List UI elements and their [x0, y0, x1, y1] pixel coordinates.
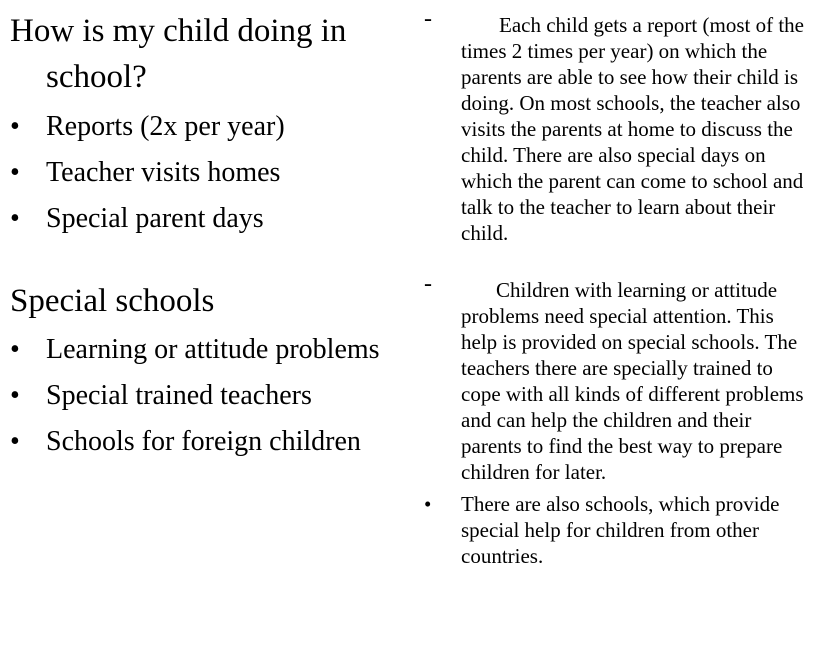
- note-paragraph-reports: [424, 6, 809, 246]
- bullet-icon: •: [10, 426, 20, 457]
- bullet-icon: •: [10, 157, 20, 188]
- right-column-notes: [424, 6, 809, 569]
- list-item: [10, 423, 410, 461]
- list-item: [10, 154, 410, 192]
- dash-marker: -: [424, 271, 432, 297]
- section-special-schools: [10, 279, 410, 461]
- bullet-icon: •: [10, 334, 20, 365]
- list-item-label: Reports (2x per year): [46, 111, 285, 142]
- bullet-list-school-progress: [10, 108, 410, 238]
- list-item: [10, 331, 410, 369]
- list-item: [10, 200, 410, 238]
- list-item-label: Schools for foreign children: [46, 426, 361, 457]
- bullet-icon: •: [10, 380, 20, 411]
- bullet-list-special-schools: [10, 331, 410, 461]
- list-item-label: Learning or attitude problems: [46, 334, 380, 365]
- dash-marker: -: [424, 6, 432, 32]
- bullet-icon: •: [10, 203, 20, 234]
- list-item: [10, 377, 410, 415]
- list-item: [10, 108, 410, 146]
- note-text-content: Each child gets a report (most of the times 2 times per year) on which the parents are able to see how their child is doing. On most schools, the teacher also visits the parents at home to discuss the child. There are also special days on which the parent can come to school and talk to the teacher to learn about their child.: [461, 13, 804, 245]
- list-item-label: Special parent days: [46, 203, 264, 234]
- note-text: [461, 277, 809, 485]
- bullet-icon: •: [424, 492, 432, 516]
- note-text-content: Children with learning or attitude problems need special attention. This help is provided on special schools. The teachers there are specially trained to cope with all kinds of different problems and can help the children and their parents to find the best way to prepare children for later.: [461, 278, 804, 484]
- note-text: [461, 12, 809, 246]
- list-item-label: Teacher visits homes: [46, 157, 281, 188]
- section-heading-school-progress: How is my child doing in school?: [10, 13, 347, 95]
- section-school-progress: [10, 8, 410, 238]
- section-heading-special-schools: Special schools: [10, 283, 215, 319]
- note-text-content: There are also schools, which provide special help for children from other countries.: [461, 492, 780, 568]
- left-column: [10, 8, 410, 461]
- note-text: [461, 491, 809, 569]
- bullet-icon: •: [10, 111, 20, 142]
- list-item-label: Special trained teachers: [46, 380, 312, 411]
- note-paragraph-foreign-children: [424, 491, 809, 569]
- note-paragraph-special-schools: [424, 271, 809, 485]
